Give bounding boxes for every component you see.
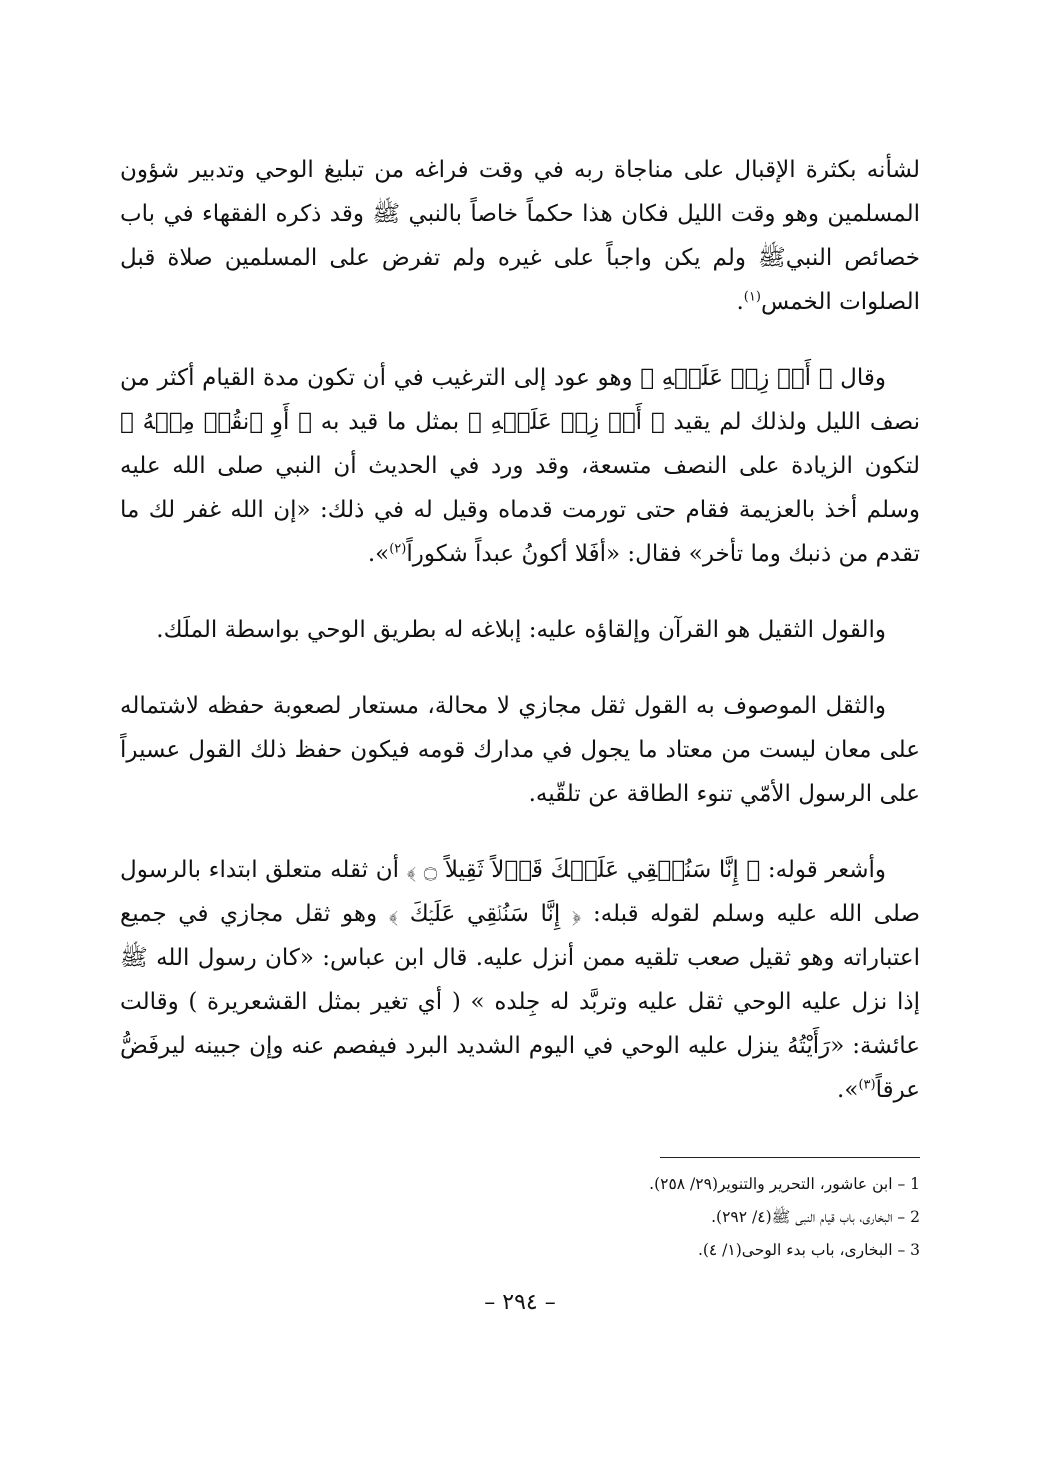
main-text: [120, 148, 920, 1144]
paragraph-3: والقول الثقيل هو القرآن وإلقاؤه عليه: إبلاغه له بطريق الوحي بواسطة الملَك.: [156, 617, 886, 643]
footnote-3: 3 – البخارى، باب بدء الوحى(١/ ٤).: [697, 1241, 920, 1259]
paragraph-1: لشأنه بكثرة الإقبال على مناجاة ربه في وقت فراغه من تبليغ الوحي وتدبير شؤون المسلمين وهو وقت الليل فكان هذا حكماً خاصاً بالنبي ﷺ وقد ذكره الفقهاء في باب خصائص النبيﷺ ولم يكن واجباً على غيره ولم تفرض على المسلمين صلاة قبل الصلوات الخمس$^{(١)}$.: [120, 157, 920, 315]
footnote-1: 1 – ابن عاشور، التحرير والتنوير(٢٩/ ٢٥٨).: [649, 1175, 920, 1193]
page-number: – ٢٩٤ –: [484, 1290, 556, 1315]
footnote-2: 2 – البخارى، باب قيام النبى ﷺ(٤/ ٢٩٢).: [711, 1208, 920, 1226]
footnotes: [420, 1168, 920, 1267]
footnote-ref-3: (٣): [858, 1077, 876, 1093]
footnote-ref-1: (١): [743, 289, 761, 305]
paragraph-2: وقال ﴿ أَوۡ زِدۡ عَلَيۡهِ ﴾ وهو عود إلى الترغيب في أن تكون مدة القيام أكثر من نصف الليل ولذلك لم يقيد ﴿ أَوۡ زِدۡ عَلَيۡهِ ﴾ بمثل ما قيد به ﴿ أَوِ ٱنقُصۡ مِنۡهُ ﴾ لتكون الزيادة على النصف متسعة، وقد ورد في الحديث أن النبي صلى الله عليه وسلم أخذ بالعزيمة فقام حتى تورمت قدماه وقيل له في ذلك: «إن الله غفر لك ما تقدم من ذنبك وما تأخر» فقال: «أفَلا أكونُ عبداً شكوراً$^{(٢)}$».: [120, 365, 920, 567]
paragraph-4: والثقل الموصوف به القول ثقل مجازي لا محالة، مستعار لصعوبة حفظه لاشتماله على معان ليست من معتاد ما يجول في مدارك قومه فيكون حفظ ذلك القول عسيراً على الرسول الأمّي تنوء الطاقة عن تلقّيه.: [120, 693, 920, 807]
footnote-divider: [660, 1157, 920, 1158]
paragraph-5: وأشعر قوله: ﴿ إِنَّا سَنُلۡقِي عَلَيۡكَ قَوۡلاً ثَقِيلاً ۝ ﴾ أن ثقله متعلق ابتداء بالرسول صلى الله عليه وسلم لقوله قبله: ﴿ إِنَّا سَنُلۡقِي عَلَيۡكَ ﴾ وهو ثقل مجازي في جميع اعتباراته وهو ثقيل صعب تلقيه ممن أنزل عليه. قال ابن عباس: «كان رسول الله ﷺ إذا نزل عليه الوحي ثقل عليه وتربَّد له جِلده » ( أي تغير بمثل القشعريرة ) وقالت عائشة: «رَأَيْتُهُ ينزل عليه الوحي في اليوم الشديد البرد فيفصم عنه وإن جبينه ليرفَضُّ عرقاً$^{(٣)}$».: [120, 857, 920, 1103]
footnote-ref-2: (٢): [389, 541, 407, 557]
